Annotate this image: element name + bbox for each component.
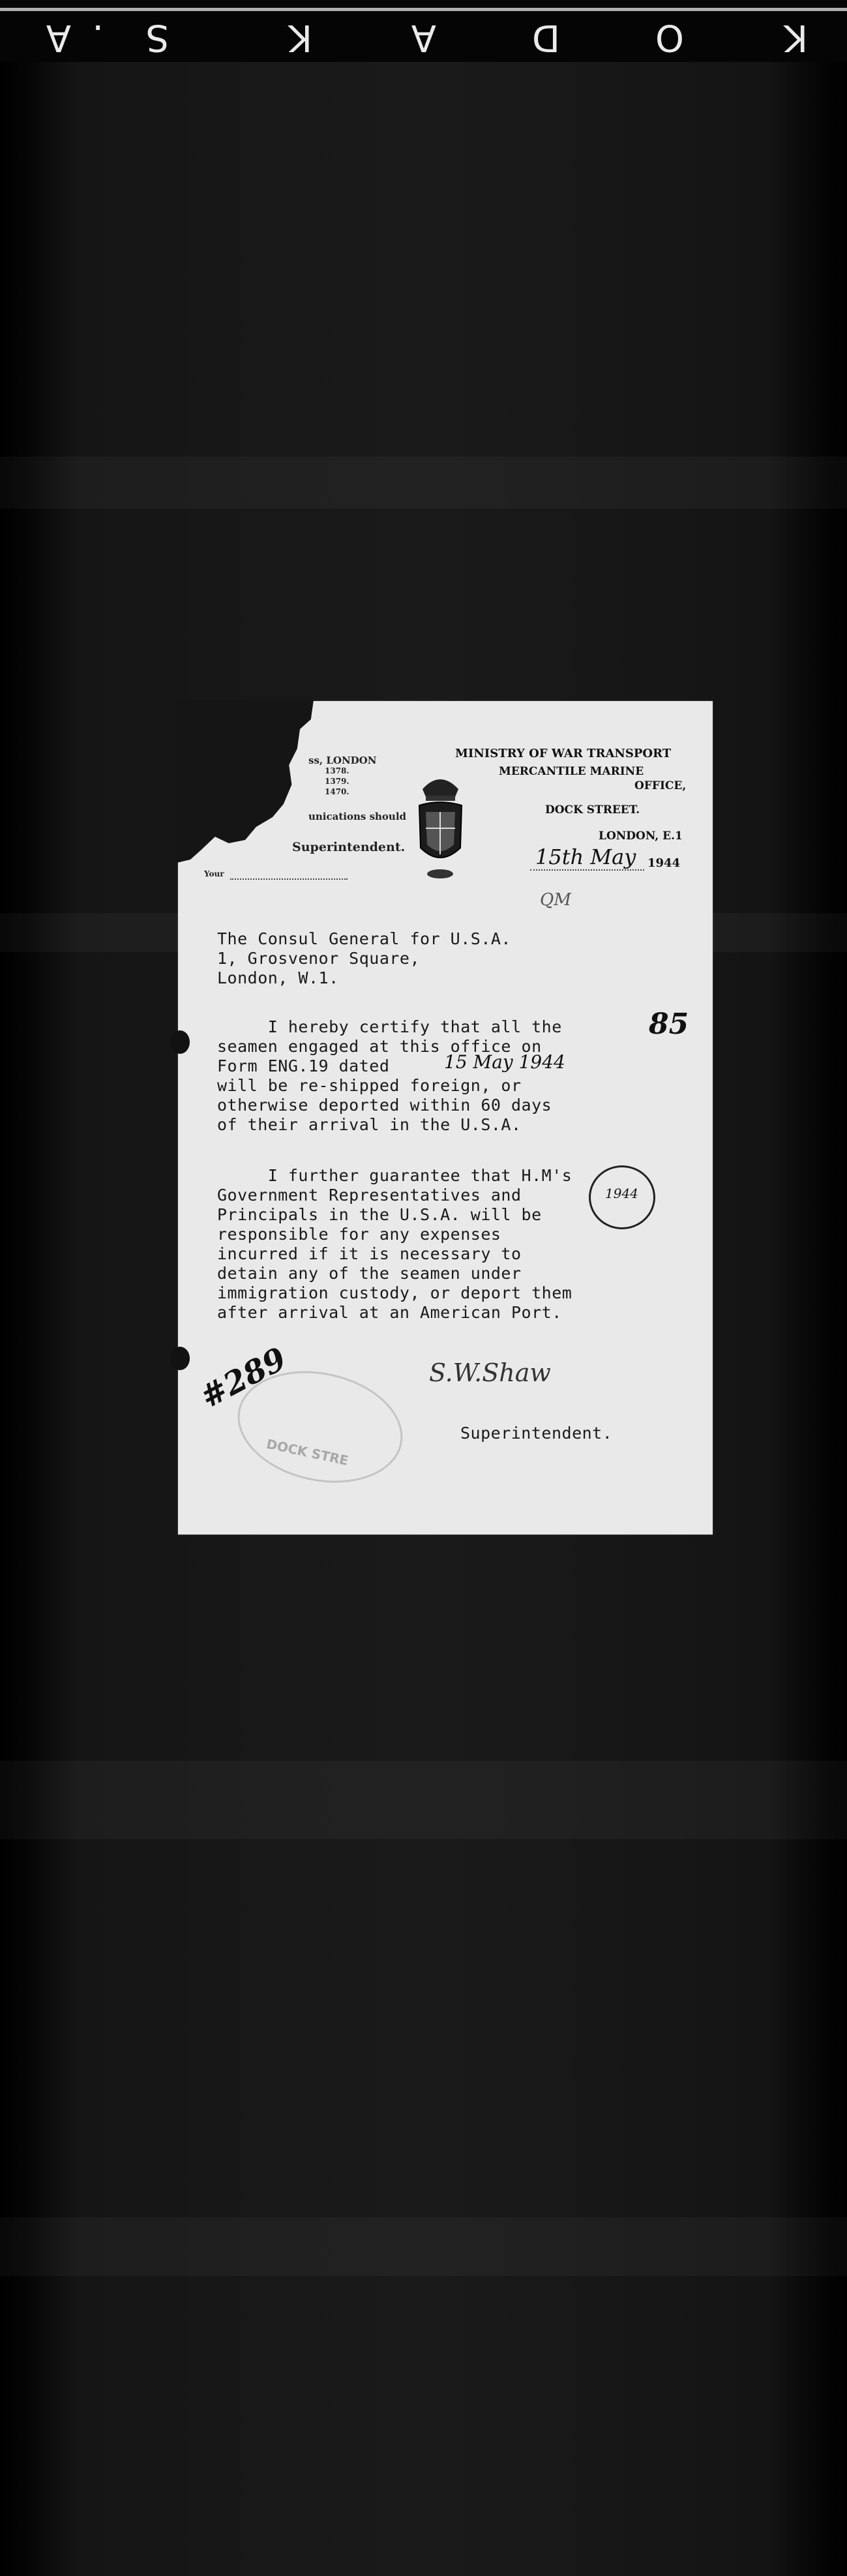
reference-line (230, 878, 348, 880)
body-line: Principals in the U.S.A. will be (217, 1205, 542, 1224)
addressee-line: The Consul General for U.S.A. (217, 929, 511, 948)
letter-year: 1944 (647, 856, 681, 870)
punch-hole (170, 1030, 190, 1054)
body-line: responsible for any expenses (217, 1225, 501, 1244)
circled-note (589, 1165, 655, 1229)
edge-letter: O (652, 16, 684, 59)
body-line: detain any of the seamen under (217, 1264, 522, 1283)
date-line (530, 869, 644, 871)
letterhead-fragment: ss, LONDON (308, 755, 377, 766)
body-line: Form ENG.19 dated (217, 1056, 390, 1075)
edge-letter: K (781, 16, 808, 59)
edge-letter: S (143, 16, 169, 59)
film-edge-marking (0, 16, 847, 59)
edge-letter: D (529, 16, 560, 59)
circled-note-text: 1944 (605, 1186, 638, 1201)
stamp-text: DOCK STRE (265, 1435, 350, 1469)
royal-crest-icon (409, 770, 471, 880)
letterhead-office: MERCANTILE MARINE (499, 765, 644, 778)
torn-corner (177, 700, 314, 863)
body-line: after arrival at an American Port. (217, 1303, 562, 1322)
letterhead-office: OFFICE, (634, 779, 687, 792)
handwritten-initials: QM (540, 890, 571, 910)
edge-letter: . (89, 16, 104, 59)
letterhead-fragment: unications should (308, 811, 407, 822)
body-line: I further guarantee that H.M's (217, 1166, 572, 1185)
body-line: will be re-shipped foreign, or (217, 1076, 522, 1095)
body-line: otherwise deported within 60 days (217, 1096, 552, 1115)
punch-hole (170, 1347, 190, 1370)
letterhead-ministry: MINISTRY OF WAR TRANSPORT (455, 747, 672, 760)
body-line: incurred if it is necessary to (217, 1244, 522, 1263)
addressee-line: London, W.1. (217, 968, 339, 987)
body-line: seamen engaged at this office on (217, 1037, 542, 1056)
handwritten-form-date: 15 May 1944 (444, 1051, 565, 1073)
edge-letter: A (43, 16, 71, 59)
body-line: I hereby certify that all the (217, 1017, 562, 1036)
letterhead-fragment: 1470. (325, 787, 349, 796)
letter-page (178, 701, 713, 1535)
handwritten-date: 15th May (535, 845, 636, 869)
body-line: of their arrival in the U.S.A. (217, 1115, 522, 1134)
body-line: Government Representatives and (217, 1186, 522, 1205)
addressee-line: 1, Grosvenor Square, (217, 949, 421, 968)
signature: S.W.Shaw (429, 1358, 551, 1387)
letterhead-fragment: Superintendent. (292, 840, 406, 854)
letterhead-street: DOCK STREET. (545, 803, 640, 816)
film-header-strip (0, 0, 847, 62)
edge-letter: A (408, 16, 436, 59)
film-edge-line (0, 8, 847, 11)
signature-title: Superintendent. (460, 1424, 613, 1443)
letterhead-fragment: 1378. (325, 766, 349, 775)
film-streak (0, 1761, 847, 1839)
film-streak (0, 2217, 847, 2276)
letterhead-fragment: Your (204, 869, 224, 878)
body-line: immigration custody, or deport them (217, 1283, 572, 1302)
letterhead-city: LONDON, E.1 (599, 830, 683, 843)
margin-number: 85 (649, 1008, 689, 1041)
edge-letter: K (286, 16, 312, 59)
film-streak (0, 457, 847, 509)
item-number: #289 (194, 1340, 293, 1416)
letterhead-fragment: 1379. (325, 777, 349, 786)
